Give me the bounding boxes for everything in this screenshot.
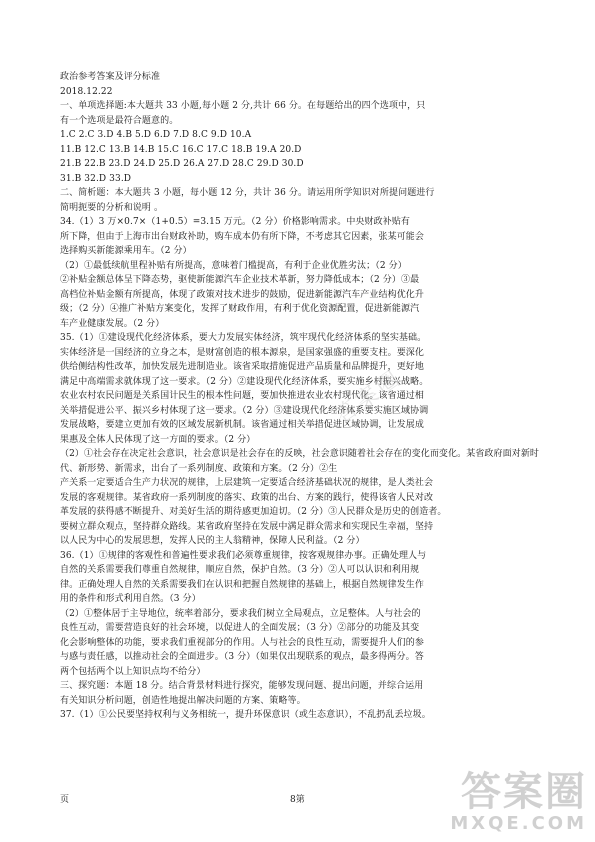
- text-line: 关举措促进公平、振兴乡村体现了这一要求。（2 分）③建设现代化经济体系要实施区域协调: [60, 405, 429, 416]
- text-line: 满足中高端需求就体现了这一要求。（2 分）②建设现代化经济体系，要实施乡村振兴战略。: [60, 376, 429, 387]
- text-line: 发展的客观规律。某省政府一系列制度的落实、政策的出台、方案的践行，使得该省人民对改: [60, 492, 434, 503]
- diagonal-watermark: 答案圈: [330, 365, 407, 429]
- text-line: 良性互动，需要营造良好的社会环境，以促进人的全面发展；（3 分）②部分的功能及其变: [60, 623, 420, 633]
- text-line: 供给侧结构性改革，加快发展先进制造业。该省采取措施促进产品质量和品牌提升，更好地: [60, 362, 425, 372]
- text-line: 1.C 2.C 3.D 4.B 5.D 6.D 7.D 8.C 9.D 10.A: [60, 130, 252, 140]
- text-line: 律。正确处理人自然的关系需要我们在认识和把握自然规律的基础上，根据自然规律发生作: [60, 579, 425, 590]
- text-line: 选择购买新能源乘用车。（2 分）: [60, 246, 192, 256]
- document-body: [60, 70, 540, 723]
- text-line: 农业农村农民问题是关系国计民生的根本性问题，要加快推进农业农村现代化。该省通过相: [60, 391, 425, 401]
- text-line: 级；（2 分）④推广补贴方案变化，发挥了财政作用，有利于优化资源配置，促进新能源汽: [60, 304, 420, 314]
- text-line: 2018.12.22: [60, 86, 113, 97]
- page-number: 8第: [290, 795, 305, 805]
- text-line: 政治参考答案及评分标准: [60, 72, 161, 82]
- text-line: 11.B 12.C 13.B 14.B 15.C 16.C 17.C 18.B 19.A 20.D: [60, 144, 302, 155]
- text-line: （2）①整体居于主导地位，统率着部分，要求我们树立全局观点，立足整体。人与社会的: [60, 608, 421, 619]
- text-line: 21.B 22.B 23.D 24.D 25.D 26.A 27.D 28.C 29.D 30.D: [60, 159, 304, 169]
- text-line: 要树立群众观点，坚持群众路线。某省政府坚持在发展中满足群众需求和实现民生幸福，坚持: [60, 521, 434, 532]
- text-line: 所下降，但由于上海市出台财政补助，购车成本仍有所下降，不考虑其它因素，张某可能会: [60, 231, 425, 242]
- page-footer-left: 页: [60, 795, 70, 805]
- text-line: 实体经济是一国经济的立身之本，是财富创造的根本源泉，是国家强盛的重要支柱。要深化: [60, 347, 425, 358]
- text-line: 高档位补贴金额有所提高，体现了政策对技术进步的鼓励，促进新能源汽车产业结构优化升: [60, 289, 425, 300]
- text-line: 三、探究题：本题 18 分。结合背景材料进行探究，能够发现问题、提出问题，并综合运用: [60, 681, 424, 691]
- watermark-url: MXQE.COM: [450, 813, 587, 834]
- text-line: 发展战略，要建立更加有效的区域发展新机制。该省通过相关举措促进区域协调，让发展成: [60, 420, 425, 430]
- text-line: 二、简析题：本大题共 3 小题，每小题 12 分，共计 36 分。请运用所学知识对所提问题进行: [60, 188, 435, 198]
- text-line: 与感与责任感，以推动社会的全面进步。（3 分）（如果仅出现联系的观点，最多得两分。答: [60, 652, 424, 662]
- text-line: 34.（1）3 万×0.7×（1+0.5）=3.15 万元。（2 分）价格影响需求。中央财政补贴有: [60, 217, 411, 227]
- site-watermark: [450, 770, 587, 834]
- text-line: 37.（1）①公民要坚持权利与义务相统一，提升环保意识（或生态意识），不乱扔乱丢垃圾。: [60, 710, 431, 720]
- text-line: 36.（1）①规律的客观性和普遍性要求我们必须尊重规律，按客观规律办事。正确处理人与: [60, 550, 427, 561]
- text-line: 以人民为中心的发展思想，发挥人民的主人翁精神，保障人民利益。（2 分）: [60, 536, 365, 546]
- text-line: ②补贴金额总体呈下降态势，驱使新能源汽车企业技术革新，努力降低成本；（2 分）③最: [60, 275, 420, 285]
- text-line: 车产业健康发展。（2 分）: [60, 318, 165, 329]
- text-line: 35.（1）①建设现代化经济体系，要大力发展实体经济，筑牢现代化经济体系的坚实基础。: [60, 333, 427, 343]
- text-line: 革发展的获得感不断提升、对美好生活的期待感更加迫切。（2 分）③人民群众是历史的创造者。: [60, 507, 447, 517]
- text-line: 自然的关系需要我们尊重自然规律，顺应自然，保护自然。（3 分）②人可以认识和利用规: [60, 565, 420, 575]
- text-line: 有一个选项是最符合题意的。: [60, 115, 179, 126]
- text-line: （2）①社会存在决定社会意识，社会意识是社会存在的反映，社会意识随着社会存在的变化而变化。某省政府面对新时代、新形势、新需求，出台了一系列制度、政策和方案。（2 分）②生: [60, 449, 540, 474]
- text-line: 果惠及全体人民体现了这一方面的要求。（2 分）: [60, 434, 256, 445]
- text-line: （2）①最低续航里程补贴有所提高，意味着门槛提高，有利于企业优胜劣汰；（2 分）: [60, 260, 407, 271]
- watermark-logo-text: 答案圈: [461, 769, 587, 815]
- text-line: 一、单项选择题:本大题共 33 小题,每小题 2 分,共计 66 分。在每题给出的四个选项中，只: [60, 101, 426, 111]
- text-line: 简明扼要的分析和说明 。: [60, 202, 164, 213]
- text-line: 31.B 32.D 33.D: [60, 173, 132, 184]
- text-line: 化会影响整体的功能，要求我们重视部分的作用。人与社会的良性互动，需要提升人们的参: [60, 637, 425, 648]
- text-line: 产关系一定要适合生产力状况的规律，上层建筑一定要适合经济基础状况的规律，是人类社会: [60, 478, 434, 488]
- text-line: 用的条件和形式利用自然。（3 分）: [60, 594, 201, 604]
- text-line: 有关知识分析问题，创造性地提出解决问题的方案、策略等。: [60, 695, 306, 706]
- text-line: 两个包括两个以上知识点均不给分）: [60, 666, 206, 677]
